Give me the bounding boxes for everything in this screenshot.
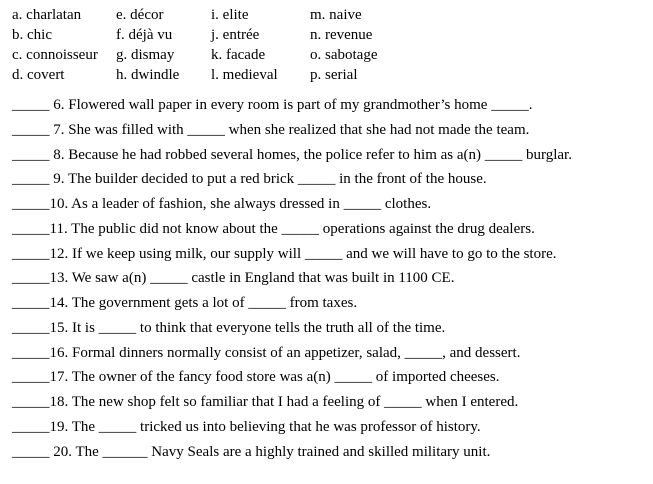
word-option: c. connoisseur bbox=[12, 47, 98, 63]
word-option: m. naive bbox=[310, 7, 362, 23]
word-option: a. charlatan bbox=[12, 7, 82, 23]
word-option: i. elite bbox=[211, 7, 249, 23]
question-7: _____ 7. She was filled with _____ when she realized that she had not made the team. bbox=[12, 121, 530, 138]
question-16: _____16. Formal dinners normally consist of an appetizer, salad, _____, and dessert. bbox=[12, 344, 521, 361]
word-option: k. facade bbox=[211, 47, 266, 63]
question-11: _____11. The public did not know about the _____ operations against the drug dealers. bbox=[12, 220, 535, 237]
question-10: _____10. As a leader of fashion, she always dressed in _____ clothes. bbox=[12, 196, 432, 212]
word-option: o. sabotage bbox=[310, 47, 378, 63]
word-bank bbox=[12, 5, 642, 85]
word-option: d. covert bbox=[12, 67, 65, 83]
word-option: f. déjà vu bbox=[116, 27, 173, 43]
question-9: _____ 9. The builder decided to put a red brick _____ in the front of the house. bbox=[12, 171, 487, 188]
word-option: n. revenue bbox=[310, 27, 373, 43]
question-20: _____ 20. The ______ Navy Seals are a highly trained and skilled military unit. bbox=[12, 443, 491, 460]
question-12: _____12. If we keep using milk, our supply will _____ and we will have to go to the store. bbox=[12, 245, 557, 262]
word-option: p. serial bbox=[310, 67, 358, 83]
word-option: l. medieval bbox=[211, 67, 278, 83]
question-6: _____ 6. Flowered wall paper in every room is part of my grandmother’s home _____. bbox=[12, 97, 533, 113]
word-bank-row bbox=[12, 5, 642, 25]
question-19: _____19. The _____ tricked us into believing that he was professor of history. bbox=[12, 418, 481, 435]
question-15: _____15. It is _____ to think that everyone tells the truth all of the time. bbox=[12, 319, 446, 336]
word-option: g. dismay bbox=[116, 47, 175, 63]
word-bank-row bbox=[12, 45, 642, 65]
question-8: _____ 8. Because he had robbed several homes, the police refer to him as a(n) _____ burglar. bbox=[12, 146, 572, 163]
word-option: j. entrée bbox=[211, 27, 260, 43]
word-option: e. décor bbox=[116, 7, 164, 23]
question-list bbox=[12, 93, 647, 464]
word-option: b. chic bbox=[12, 27, 52, 43]
question-18: _____18. The new shop felt so familiar that I had a feeling of _____ when I entered. bbox=[12, 394, 519, 410]
question-14: _____14. The government gets a lot of _____ from taxes. bbox=[12, 295, 358, 311]
question-17: _____17. The owner of the fancy food store was a(n) _____ of imported cheeses. bbox=[12, 369, 500, 386]
word-bank-row bbox=[12, 65, 642, 85]
word-option: h. dwindle bbox=[116, 67, 180, 83]
word-bank-row bbox=[12, 25, 642, 45]
question-13: _____13. We saw a(n) _____ castle in England that was built in 1100 CE. bbox=[12, 270, 455, 287]
